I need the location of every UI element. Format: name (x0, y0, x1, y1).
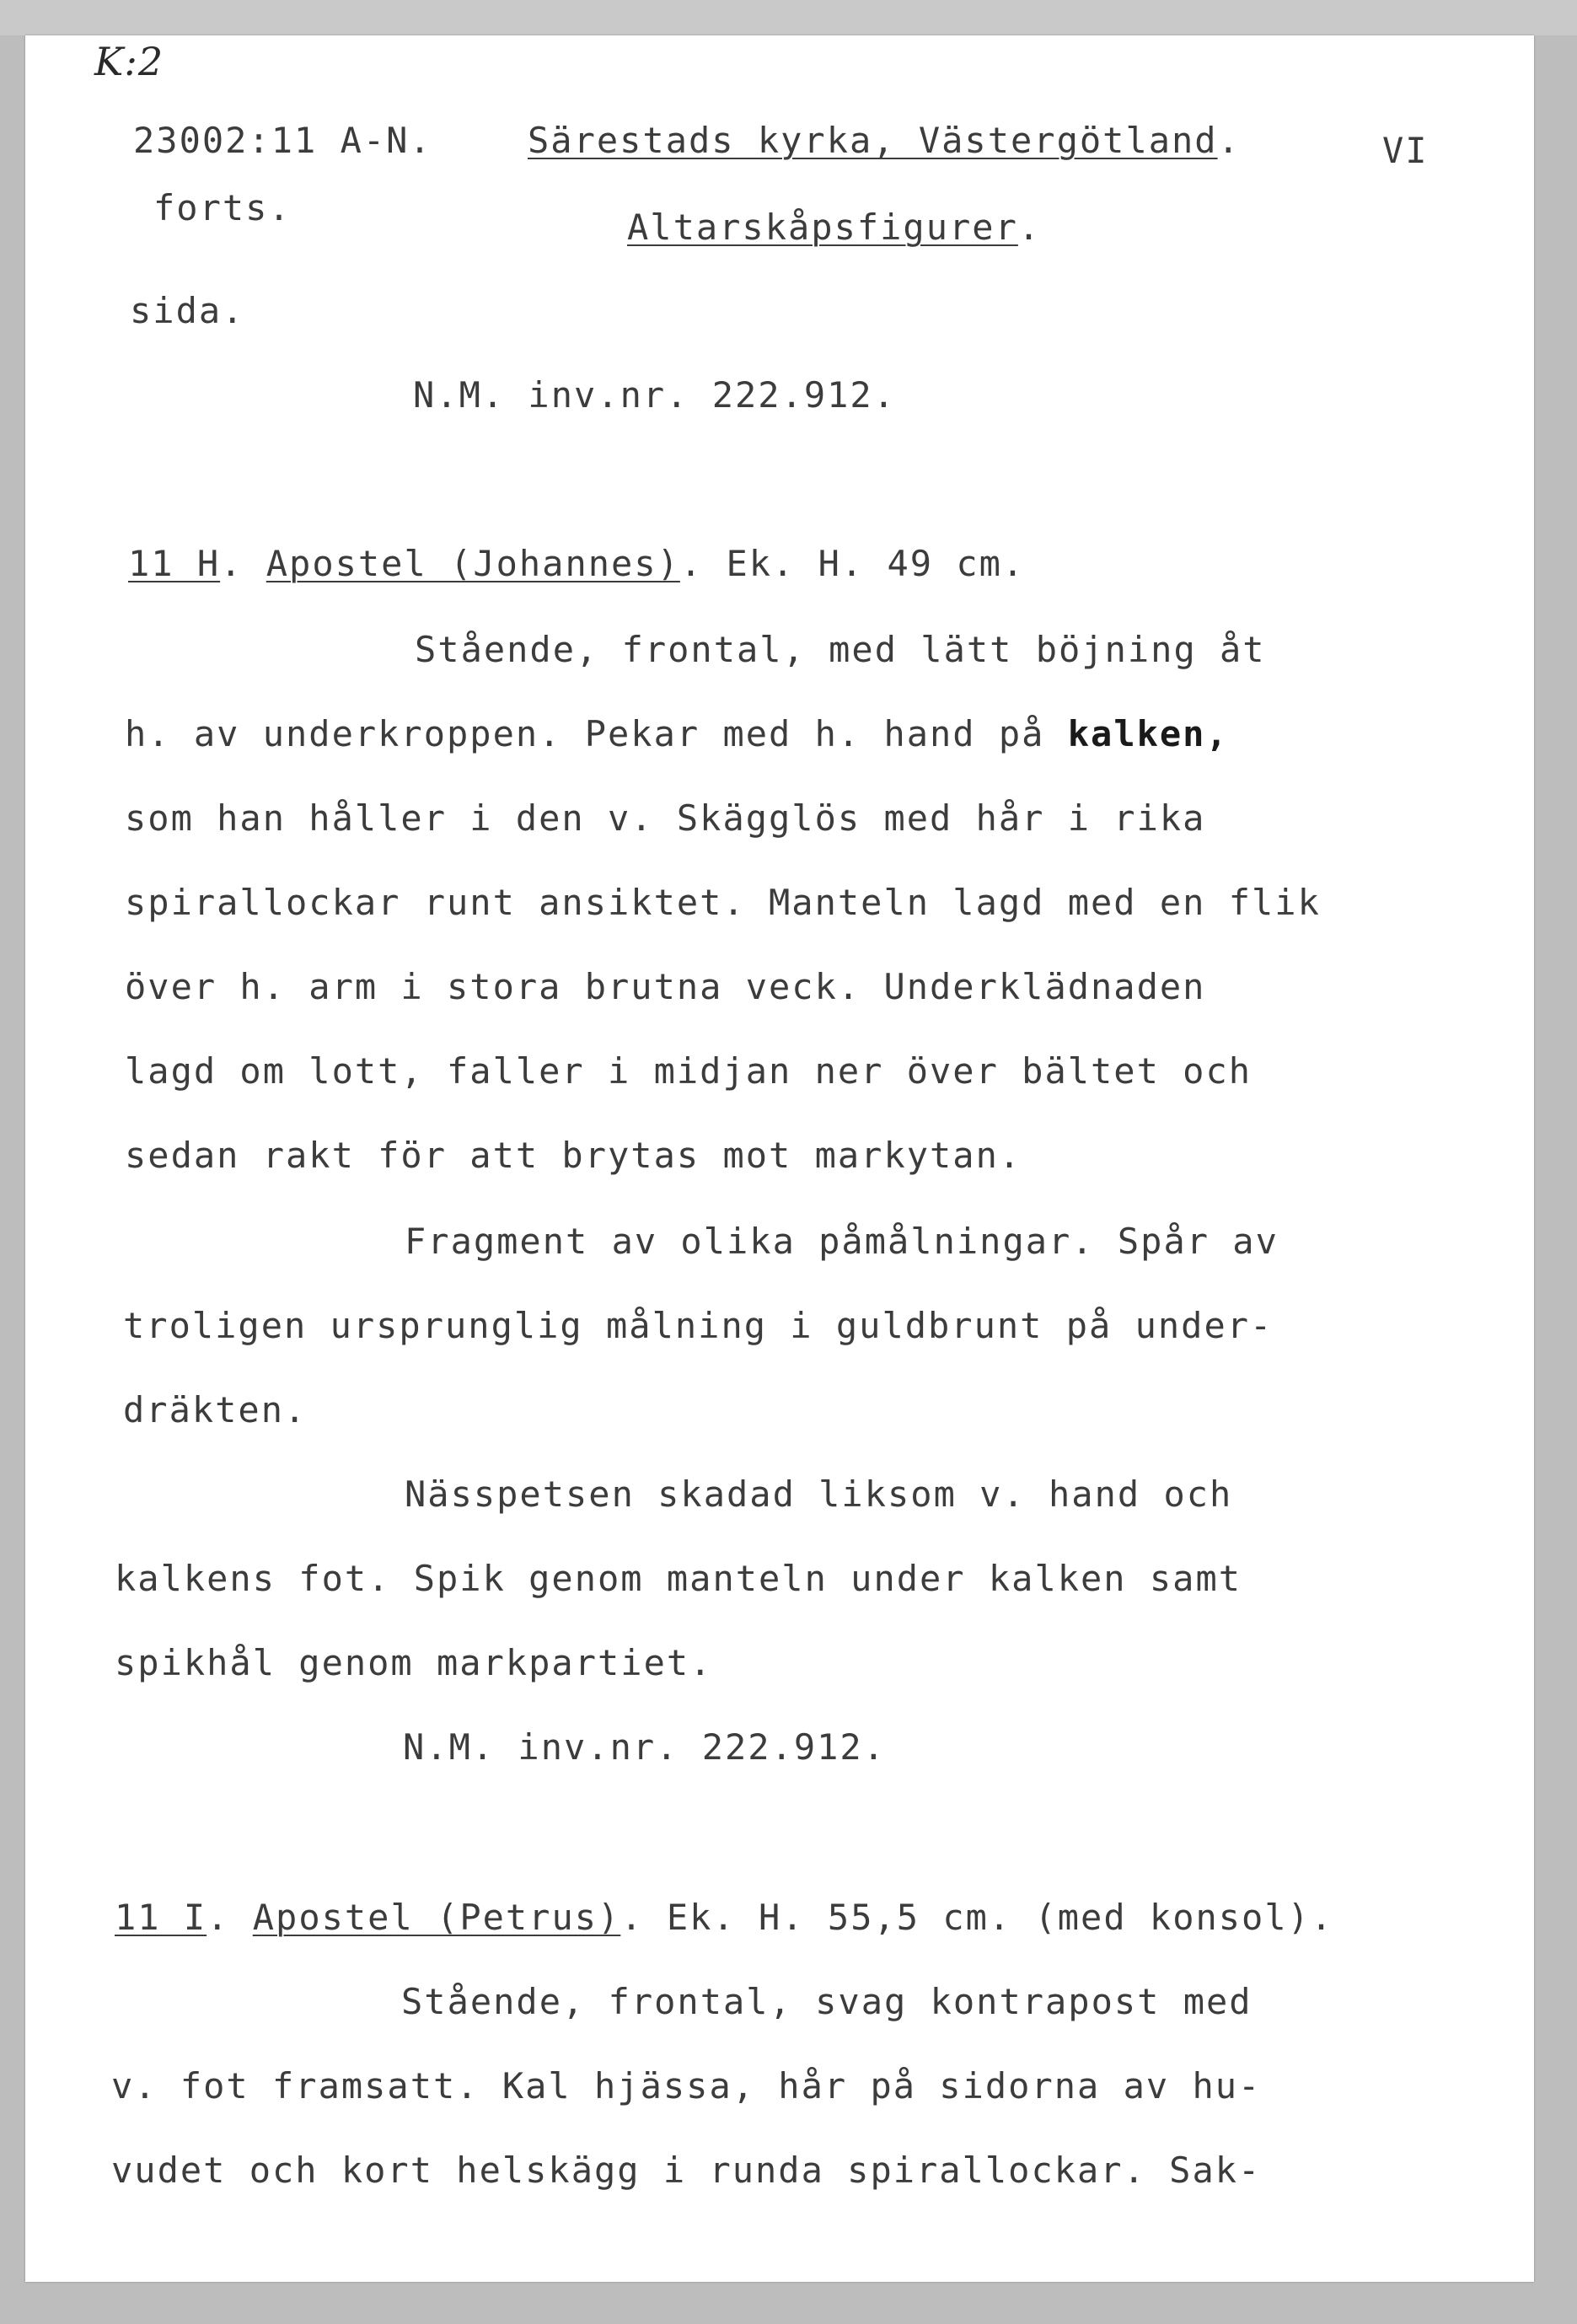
entry-h-id-period: . (220, 543, 244, 584)
subject-line (627, 207, 1042, 248)
entry-h-line: lagd om lott, faller i midjan ner över bältet och (125, 1050, 1252, 1092)
entry-i-id-period: . (207, 1897, 230, 1938)
continued-label: forts. (153, 187, 292, 228)
entry-i-line: Stående, frontal, svag kontrapost med (401, 1981, 1252, 2022)
entry-h-heading (128, 543, 1026, 584)
catalog-card (25, 35, 1534, 2282)
entry-i-details: . Ek. H. 55,5 cm. (med konsol). (620, 1897, 1334, 1938)
entry-h-line: dräkten. (123, 1389, 308, 1430)
church-location: Särestads kyrka, Västergötland (528, 120, 1218, 161)
entry-h-line-with-emphasis (125, 713, 1229, 754)
entry-i-heading (115, 1897, 1334, 1938)
header-location-line (528, 120, 1241, 161)
entry-i-id: 11 I (115, 1897, 207, 1938)
page-roman-numeral: VI (1382, 130, 1429, 171)
entry-h-title: Apostel (Johannes) (266, 543, 680, 584)
subject-title: Altarskåpsfigurer (627, 207, 1018, 248)
entry-h-details: . Ek. H. 49 cm. (679, 543, 1026, 584)
entry-i-title: Apostel (Petrus) (252, 1897, 621, 1938)
entry-i-line: vudet och kort helskägg i runda spirallockar. Sak- (111, 2150, 1262, 2191)
entry-h-line: som han håller i den v. Skägglös med hår i rika (125, 797, 1206, 839)
entry-h-emphasis-word: kalken, (1067, 713, 1229, 754)
entry-h-line: Fragment av olika påmålningar. Spår av (405, 1221, 1279, 1262)
entry-h-line-part: h. av underkroppen. Pekar med h. hand på (125, 713, 1045, 754)
inventory-reference-h: N.M. inv.nr. 222.912. (403, 1726, 887, 1768)
catalog-number: 23002:11 A-N. (133, 120, 432, 161)
scan-background-top (0, 0, 1577, 35)
entry-h-id: 11 H (128, 543, 221, 584)
entry-h-line: spikhål genom markpartiet. (115, 1642, 713, 1683)
entry-h-line: troligen ursprunglig målning i guldbrunt på under- (123, 1305, 1274, 1346)
entry-i-line: v. fot framsatt. Kal hjässa, hår på sidorna av hu- (111, 2065, 1262, 2107)
entry-h-line: Stående, frontal, med lätt böjning åt (415, 629, 1266, 670)
page-label: sida. (130, 290, 245, 331)
handwritten-mark: K:2 (94, 39, 164, 84)
entry-h-line: spirallockar runt ansiktet. Manteln lagd med en flik (125, 882, 1321, 923)
inventory-reference-top: N.M. inv.nr. 222.912. (413, 374, 897, 416)
location-period: . (1217, 120, 1241, 161)
entry-h-line: sedan rakt för att brytas mot markytan. (125, 1135, 1022, 1176)
entry-h-line: kalkens fot. Spik genom manteln under kalken samt (115, 1558, 1242, 1599)
subject-period: . (1017, 207, 1042, 248)
entry-h-line: över h. arm i stora brutna veck. Underklädnaden (125, 966, 1206, 1007)
entry-h-line: Nässpetsen skadad liksom v. hand och (405, 1473, 1233, 1515)
